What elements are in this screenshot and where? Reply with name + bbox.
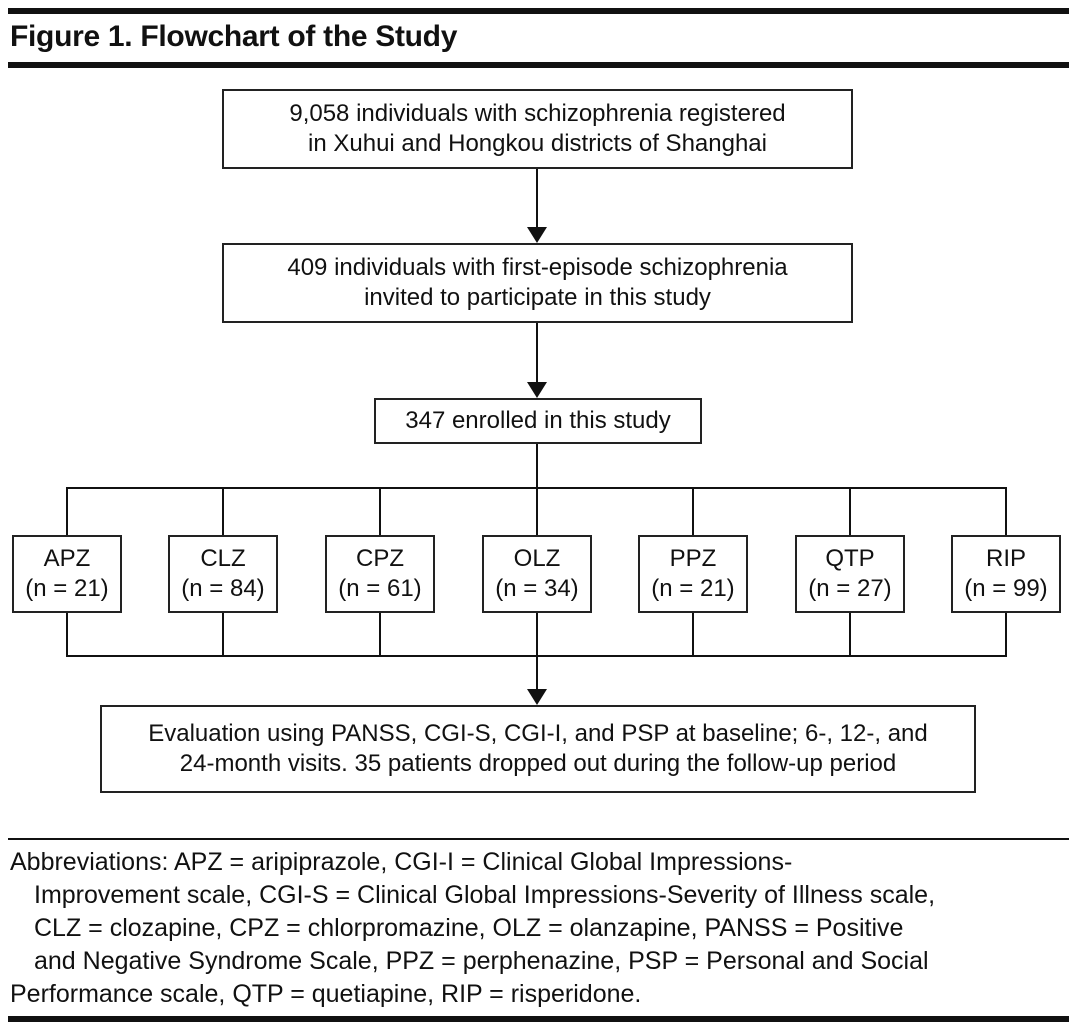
registered-box-line-1: 9,058 individuals with schizophrenia registered [289,100,786,127]
arm-box-apz [12,535,122,613]
arm-box-qtp-label: QTP [825,545,875,572]
arrow-invited-to-enrolled-line [536,323,538,382]
registered-box [222,89,853,169]
arrow-merge-to-evaluation-line [536,655,538,690]
arm-box-rip-n: (n = 99) [964,575,1048,602]
arm-box-ppz-n: (n = 21) [651,575,735,602]
arrow-registered-to-invited-head [527,227,547,243]
evaluation-box-line-2: 24-month visits. 35 patients dropped out during the follow-up period [179,750,897,777]
arrow-invited-to-enrolled-head [527,382,547,398]
title-underline-rule [8,62,1069,68]
arm-box-olz [482,535,592,613]
arrow-merge-to-evaluation-head [527,689,547,705]
arm-box-clz-label: CLZ [200,545,246,572]
abbreviations [10,846,1067,1011]
arm-box-cpz [325,535,435,613]
abbreviations-line-5: Performance scale, QTP = quetiapine, RIP = risperidone. [10,980,642,1008]
branch-stub-cpz [379,487,381,535]
invited-box-line-1: 409 individuals with first-episode schizophrenia [287,254,788,281]
merge-stub-ppz [692,613,694,657]
bottom-border-rule [8,1016,1069,1022]
arm-box-clz [168,535,278,613]
invited-box-line-2: invited to participate in this study [364,284,711,311]
arm-box-ppz-label: PPZ [669,545,717,572]
branch-stub-clz [222,487,224,535]
branch-stub-apz [66,487,68,535]
arm-box-rip-label: RIP [985,545,1026,572]
arm-box-cpz-label: CPZ [356,545,404,572]
arm-box-apz-n: (n = 21) [25,575,109,602]
arm-box-qtp [795,535,905,613]
merge-stub-qtp [849,613,851,657]
registered-box-line-2: in Xuhui and Hongkou districts of Shanghai [308,130,767,157]
arm-box-apz-label: APZ [43,545,91,572]
abbreviations-line-1: Abbreviations: APZ = aripiprazole, CGI-I = Clinical Global Impressions- [10,848,793,876]
enrolled-box-text: 347 enrolled in this study [405,407,671,434]
branch-stub-ppz [692,487,694,535]
enrolled-box [374,398,702,444]
merge-stub-olz [536,613,538,657]
arm-box-qtp-n: (n = 27) [808,575,892,602]
abbreviations-line-3: CLZ = clozapine, CPZ = chlorpromazine, OLZ = olanzapine, PANSS = Positive [34,914,904,942]
abbreviations-line-4: and Negative Syndrome Scale, PPZ = perphenazine, PSP = Personal and Social [34,947,929,975]
arm-box-olz-label: OLZ [513,545,561,572]
arm-box-ppz [638,535,748,613]
top-border-rule [8,8,1069,14]
arm-box-rip [951,535,1061,613]
abbreviations-line-2: Improvement scale, CGI-S = Clinical Global Impressions-Severity of Illness scale, [34,881,936,909]
abbreviations-top-rule [8,838,1069,840]
merge-stub-cpz [379,613,381,657]
arm-box-clz-n: (n = 84) [181,575,265,602]
branch-stub-olz [536,487,538,535]
merge-stub-rip [1005,613,1007,657]
arrow-registered-to-invited-line [536,169,538,228]
evaluation-box-line-1: Evaluation using PANSS, CGI-S, CGI-I, and PSP at baseline; 6-, 12-, and [148,720,928,747]
evaluation-box [100,705,976,793]
connector-enrolled-down-line [536,444,538,489]
figure-title: Figure 1. Flowchart of the Study [10,20,458,53]
branch-stub-rip [1005,487,1007,535]
arm-box-cpz-n: (n = 61) [338,575,422,602]
merge-stub-apz [66,613,68,657]
invited-box [222,243,853,323]
merge-stub-clz [222,613,224,657]
arm-box-olz-n: (n = 34) [495,575,579,602]
branch-stub-qtp [849,487,851,535]
